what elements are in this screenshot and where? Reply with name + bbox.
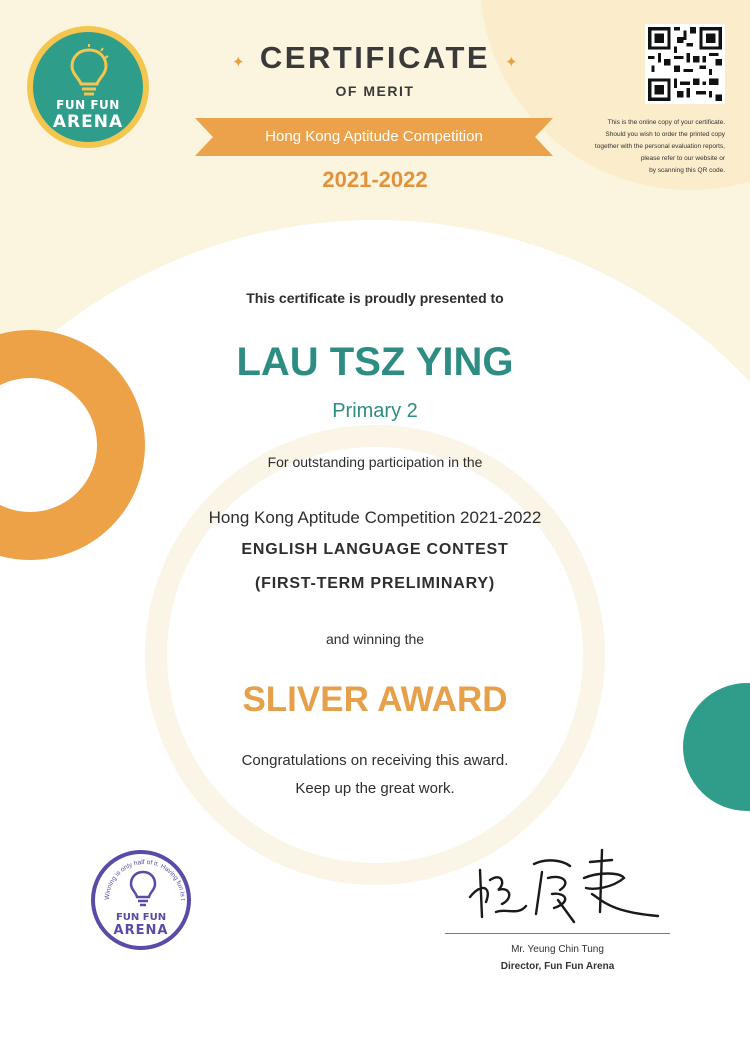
qr-instruction-line: together with the personal evaluation reports, [594, 143, 725, 150]
qr-instruction-line: Should you wish to order the printed copy [605, 131, 725, 138]
encouragement-text: Keep up the great work. [295, 780, 455, 797]
svg-text:Winning is only half of it. Ha: Winning is only half of it. Having fun is t [103, 858, 187, 901]
competition-banner-text: Hong Kong Aptitude Competition [265, 128, 483, 145]
signatory-name: Mr. Yeung Chin Tung [511, 944, 604, 955]
qr-instruction-line: by scanning this QR code. [649, 167, 725, 174]
star-icon: ✦ [232, 54, 245, 71]
congratulations-text: Congratulations on receiving this award. [241, 752, 509, 769]
signature-line [445, 933, 670, 934]
star-icon: ✦ [505, 54, 518, 71]
award-name: SLIVER AWARD [242, 680, 508, 719]
logo-text-line2: ARENA [52, 112, 124, 132]
fun-fun-arena-logo [27, 26, 149, 148]
recipient-name: LAU TSZ YING [236, 340, 514, 384]
qr-instructions [555, 117, 725, 177]
logo-text-line1: FUN FUN [56, 98, 120, 112]
signatory-title: Director, Fun Fun Arena [500, 961, 615, 972]
watermark-logo [145, 425, 605, 885]
contest-name: ENGLISH LANGUAGE CONTEST [241, 541, 509, 558]
qr-code-icon[interactable] [645, 24, 725, 104]
winning-text: and winning the [325, 631, 425, 647]
competition-name: Hong Kong Aptitude Competition 2021-2022 [208, 508, 542, 527]
qr-instruction-line: This is the online copy of your certificate. [607, 119, 725, 126]
participation-text: For outstanding participation in the [267, 454, 483, 470]
director-signature [462, 842, 662, 932]
logo-inner-circle [33, 32, 143, 142]
stamp-text-line2: ARENA [113, 923, 169, 938]
recipient-grade: Primary 2 [332, 400, 418, 422]
competition-year: 2021-2022 [322, 167, 428, 192]
presented-to-text: This certificate is proudly presented to [246, 290, 504, 306]
contest-round: (FIRST-TERM PRELIMINARY) [255, 575, 495, 592]
stamp-text-line1: FUN FUN [115, 912, 167, 923]
certificate-subtitle: OF MERIT [335, 83, 415, 99]
lightbulb-icon [126, 868, 160, 908]
lightbulb-icon [66, 44, 112, 100]
qr-instruction-line: please refer to our website or [640, 155, 725, 162]
certificate-title: CERTIFICATE [259, 40, 491, 75]
fun-fun-arena-stamp [91, 850, 191, 950]
